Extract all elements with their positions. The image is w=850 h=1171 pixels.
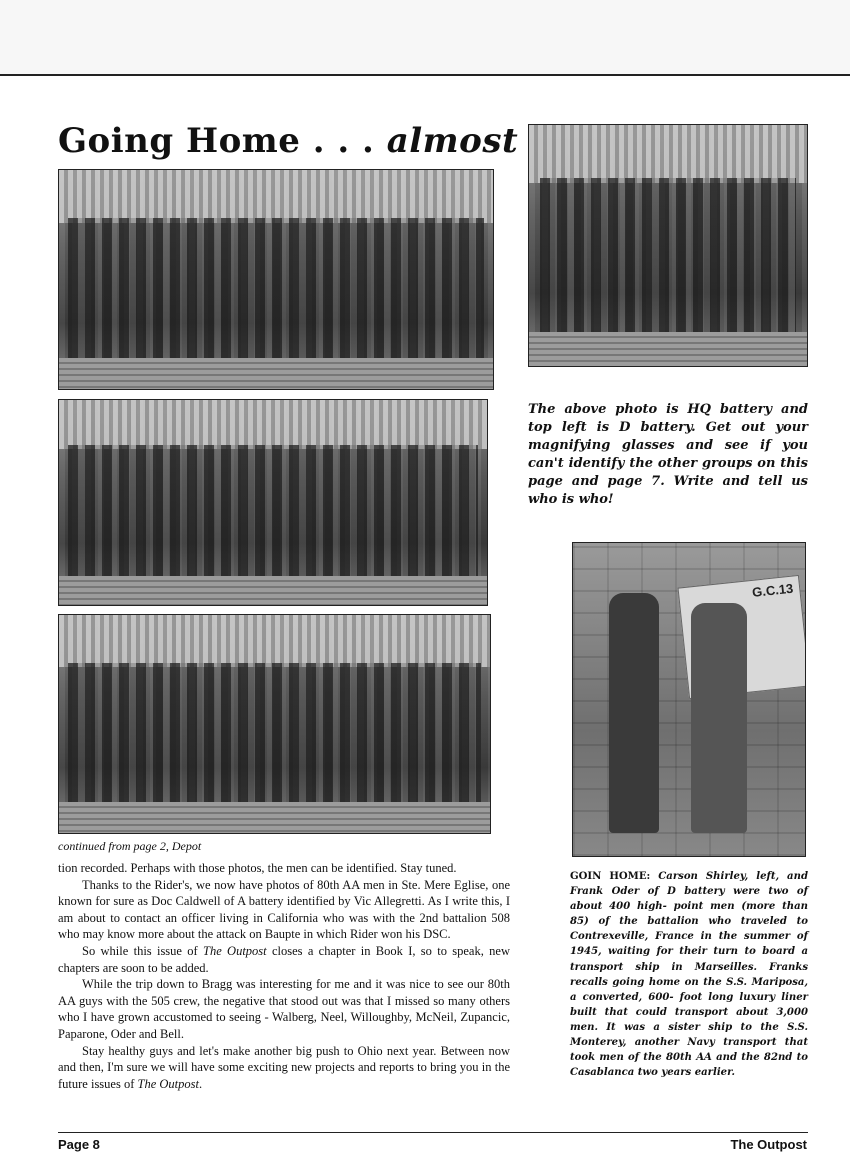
article-body — [58, 860, 510, 1092]
page-number: Page 8 — [58, 1137, 100, 1152]
publication-name: The Outpost — [137, 1076, 199, 1091]
soldier-left — [609, 593, 659, 833]
title-emphasis: almost — [386, 121, 519, 161]
body-paragraph-3: So while this issue of The Outpost closes a chapter in Book I, so to speak, new chapters are soon to be added. — [58, 943, 510, 975]
body-paragraph-1: tion recorded. Perhaps with those photos, the men can be identified. Stay tuned. — [58, 861, 457, 875]
photo-shirley-oder — [572, 542, 806, 857]
soldier-right — [691, 603, 747, 833]
goin-home-text: Carson Shirley, left, and Frank Oder of D battery were two of about 400 high- point men (more than 85) of the battalion who traveled to Contrexeville, France in the summer of 1945, waiting for their turn to board a transport ship in Marseilles. Franks recalls going home on the S.S. Mariposa, a converted, 600- foot long luxury liner built that could transport about 3,000 men. It was a sister ship to the S.S. Monterey, another Navy transport that took men of the 80th AA and the 82nd to Casablanca two years earlier. — [570, 871, 808, 1079]
goin-home-label: GOIN HOME: — [570, 871, 651, 882]
photo-d-battery — [58, 169, 494, 390]
body-paragraph-2: Thanks to the Rider's, we now have photos of 80th AA men in Ste. Mere Eglise, one known for sure as Doc Caldwell of A battery identified by Vic Allegretti. As I write this, I am about to contact an officer living in California who was with the 2nd battalion 508 who may know more about the attack on Baupte in which Rider won his DSC. — [58, 877, 510, 942]
continued-note: continued from page 2, Depot — [58, 839, 202, 853]
goin-home-caption — [570, 869, 808, 1080]
battery-photo-caption: The above photo is HQ battery and top left is D battery. Get out your magnifying glasses and see if you can't identify the other groups on this page and page 7. Write and tell us who is who! — [528, 402, 808, 507]
publication-name: The Outpost — [203, 943, 267, 958]
photo-hq-battery — [528, 124, 808, 367]
footer-publication: The Outpost — [730, 1137, 807, 1152]
photo-group-middle — [58, 399, 488, 606]
body-paragraph-4: While the trip down to Bragg was interesting for me and it was nice to see our 80th AA guys with the 505 crew, the negative that stood out was that I missed so many others who I have grown accustomed to seeing - Walberg, Neel, Willoughby, McNeil, Zupancic, Paparone, Oder and Bell. — [58, 977, 510, 1041]
sign-text: G.C.13 — [751, 580, 794, 600]
article-title — [58, 121, 518, 161]
footer-rule — [58, 1132, 808, 1133]
scan-background — [0, 0, 850, 74]
photo-group-bottom — [58, 614, 491, 834]
title-main: Going Home . . . — [58, 121, 375, 161]
body-paragraph-5: Stay healthy guys and let's make another big push to Ohio next year. Between now and then, I'm sure we will have some exciting new projects and reports to bring you in the future issues of The Outpost. — [58, 1043, 510, 1091]
